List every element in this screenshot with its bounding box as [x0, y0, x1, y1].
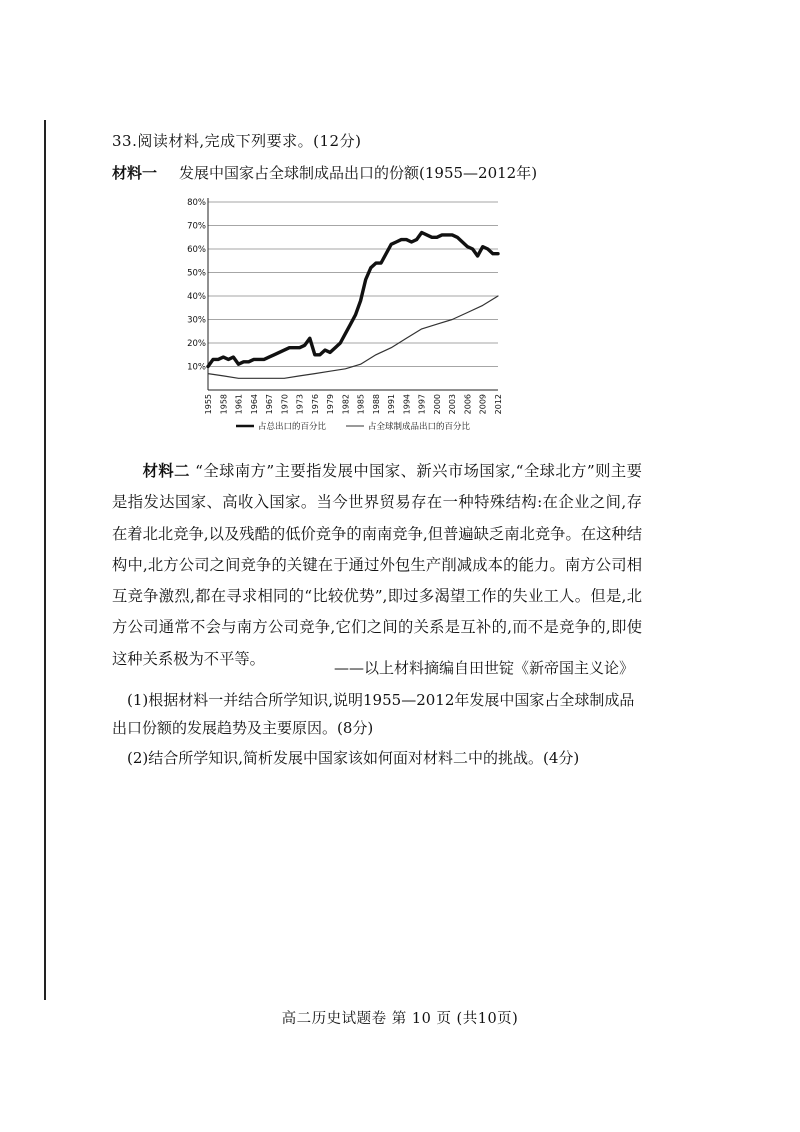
x-tick-label: 1979	[326, 394, 336, 415]
x-tick-label: 1994	[402, 394, 412, 415]
series-line-total-exports	[208, 233, 498, 367]
y-tick-label: 50%	[187, 268, 206, 279]
question-item-2: (2)结合所学知识,简析发展中国家该如何面对材料二中的挑战。(4分)	[127, 749, 580, 767]
y-tick-label: 10%	[187, 362, 206, 373]
x-tick-label: 2000	[432, 394, 442, 415]
legend-label: 占总出口的百分比	[258, 422, 327, 432]
x-tick-label: 2003	[448, 394, 458, 415]
y-tick-label: 70%	[187, 221, 206, 232]
y-tick-label: 30%	[187, 315, 206, 326]
x-tick-label: 1958	[219, 394, 229, 415]
x-tick-label: 1955	[204, 394, 213, 415]
material1-title: 发展中国家占全球制成品出口的份额(1955—2012年)	[179, 164, 538, 182]
binding-margin-line	[44, 120, 46, 1000]
y-tick-label: 60%	[187, 245, 206, 255]
x-tick-label: 1988	[371, 394, 381, 415]
x-tick-label: 2012	[494, 394, 503, 415]
material2-tag: 材料二	[142, 462, 190, 480]
y-tick-label: 20%	[187, 339, 206, 349]
y-tick-label: 80%	[187, 198, 206, 208]
material2-paragraph	[112, 456, 642, 675]
material1-tag: 材料一	[112, 164, 158, 182]
x-tick-label: 1991	[387, 394, 397, 415]
material-source: ——以上材料摘编自田世锭《新帝国主义论》	[333, 659, 634, 677]
material1-heading	[112, 162, 537, 183]
x-tick-label: 1964	[249, 394, 259, 415]
series-line-manufactured-exports	[208, 296, 498, 378]
x-tick-label: 1961	[234, 394, 244, 415]
page-footer: 高二历史试题卷 第 10 页 (共10页)	[281, 1011, 519, 1027]
x-tick-label: 2009	[478, 394, 488, 415]
x-tick-label: 1973	[295, 394, 305, 415]
x-tick-label: 1967	[265, 394, 275, 415]
x-tick-label: 1997	[417, 394, 427, 415]
legend-label: 占全球制成品出口的百分比	[368, 422, 471, 432]
x-tick-label: 2006	[463, 394, 473, 415]
x-tick-label: 1976	[310, 394, 320, 415]
x-tick-label: 1985	[356, 394, 366, 415]
material2-text: “全球南方”主要指发展中国家、新兴市场国家,“全球北方”则主要是指发达国家、高收入国家。当今世界贸易存在一种特殊结构:在企业之间,存在着北北竞争,以及残酷的低价竞争的南南竞争,但普遍缺乏南北竞争。在这种结构中,北方公司之间竞争的关键在于通过外包生产削减成本的能力。南方公司相互竞争激烈,都在寻求相同的“比较优势”,即过多渴望工作的失业工人。但是,北方公司通常不会与南方公司竞争,它们之间的关系是互补的,而不是竞争的,即使这种关系极为不平等。	[112, 462, 642, 668]
question-item-1: (1)根据材料一并结合所学知识,说明1955—2012年发展中国家占全球制成品出口份额的发展趋势及主要原因。(8分)	[112, 691, 635, 737]
question-title: 33.阅读材料,完成下列要求。(12分)	[112, 132, 362, 150]
export-share-chart	[187, 192, 518, 442]
y-tick-label: 40%	[187, 292, 206, 302]
x-tick-label: 1970	[280, 394, 290, 415]
x-tick-label: 1982	[341, 394, 351, 415]
